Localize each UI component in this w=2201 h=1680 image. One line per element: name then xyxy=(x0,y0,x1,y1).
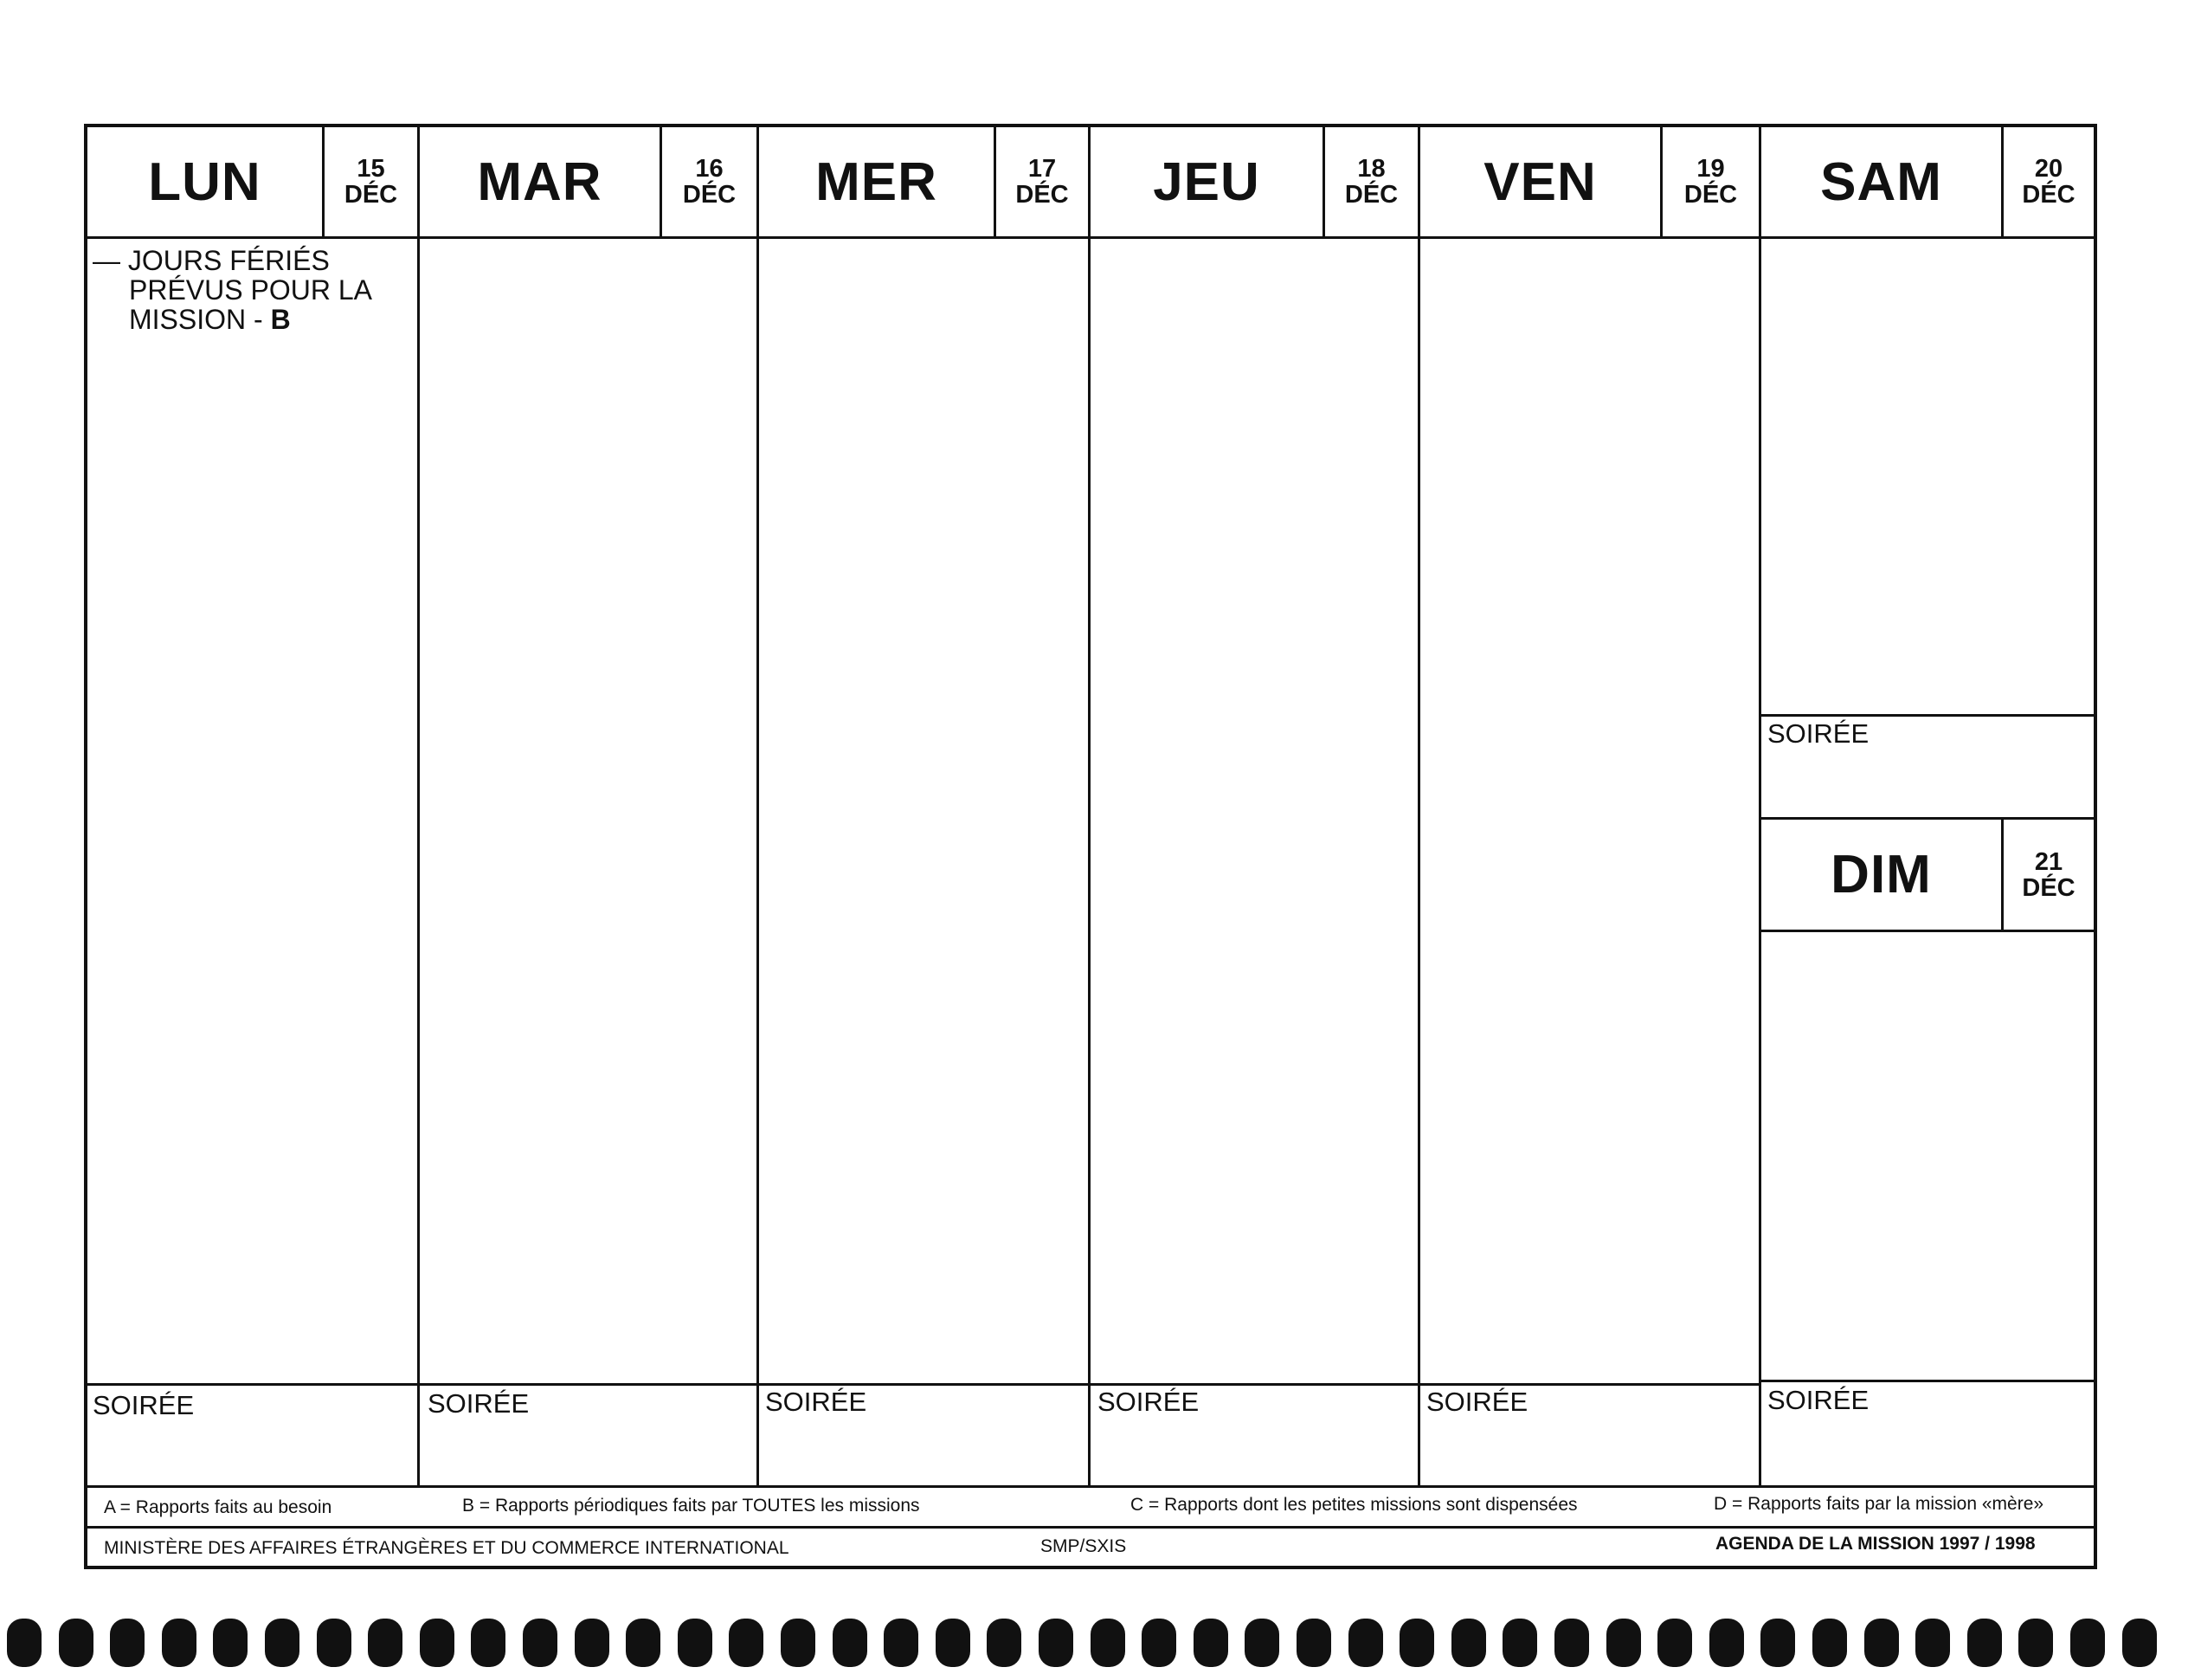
date-number: 20 xyxy=(2034,155,2063,183)
binder-hole xyxy=(575,1619,609,1667)
day-date-mer xyxy=(996,127,1088,236)
binder-hole xyxy=(678,1619,712,1667)
binder-hole xyxy=(7,1619,42,1667)
binder-hole xyxy=(1503,1619,1537,1667)
binder-hole xyxy=(1194,1619,1228,1667)
soiree-label-mer: SOIRÉE xyxy=(765,1387,867,1417)
date-month: DÉC xyxy=(2022,873,2076,902)
day-date-sam xyxy=(2004,127,2094,236)
binder-hole xyxy=(1245,1619,1279,1667)
binder-hole xyxy=(1451,1619,1486,1667)
binder-hole xyxy=(317,1619,351,1667)
day-name-mer: MER xyxy=(815,151,937,212)
day-date-mar xyxy=(662,127,756,236)
binder-hole xyxy=(1554,1619,1589,1667)
legend-top-rule xyxy=(86,1485,2095,1488)
binder-hole xyxy=(523,1619,557,1667)
legend-a: A = Rapports faits au besoin xyxy=(104,1497,332,1517)
soiree-label-dim: SOIRÉE xyxy=(1767,1385,1870,1415)
binder-hole xyxy=(987,1619,1021,1667)
header-bottom-rule xyxy=(86,236,2095,239)
date-month: DÉC xyxy=(344,181,398,209)
binder-hole xyxy=(1967,1619,2002,1667)
date-month: DÉC xyxy=(2022,181,2076,209)
binder-hole xyxy=(1812,1619,1847,1667)
binder-hole xyxy=(2070,1619,2105,1667)
date-month: DÉC xyxy=(1683,181,1738,209)
soiree-label-sam: SOIRÉE xyxy=(1767,718,1870,749)
date-number: 18 xyxy=(1357,155,1386,183)
col-divider xyxy=(756,126,759,1487)
binder-hole xyxy=(1297,1619,1331,1667)
date-month: DÉC xyxy=(1015,181,1069,209)
day-date-dim xyxy=(2004,820,2094,930)
date-number: 19 xyxy=(1696,155,1725,183)
binder-hole xyxy=(1400,1619,1434,1667)
col-divider xyxy=(417,126,420,1487)
binder-hole xyxy=(936,1619,970,1667)
binder-hole xyxy=(162,1619,196,1667)
binder-hole xyxy=(368,1619,402,1667)
binder-hole xyxy=(1760,1619,1795,1667)
holiday-note xyxy=(93,246,404,334)
binder-hole xyxy=(2018,1619,2053,1667)
day-name-ven: VEN xyxy=(1483,151,1597,212)
day-date-lun xyxy=(325,127,417,236)
binder-hole xyxy=(1709,1619,1744,1667)
binder-hole xyxy=(729,1619,763,1667)
soiree-top-rule xyxy=(86,1383,1760,1386)
binder-hole xyxy=(2122,1619,2157,1667)
date-month: DÉC xyxy=(682,181,737,209)
binder-hole xyxy=(626,1619,660,1667)
binder-hole xyxy=(884,1619,918,1667)
binder-hole xyxy=(59,1619,93,1667)
binder-hole xyxy=(1864,1619,1899,1667)
binder-hole xyxy=(110,1619,145,1667)
date-number: 15 xyxy=(357,155,385,183)
day-name-jeu: JEU xyxy=(1153,151,1260,212)
soiree-top-rule-sun xyxy=(1760,1380,2095,1382)
binder-hole xyxy=(213,1619,248,1667)
legend-d: D = Rapports faits par la mission «mère» xyxy=(1714,1494,2044,1514)
soiree-label-ven: SOIRÉE xyxy=(1426,1387,1528,1417)
day-name-sam: SAM xyxy=(1820,151,1942,212)
sun-header-bottom-rule xyxy=(1760,930,2095,932)
binder-hole xyxy=(833,1619,867,1667)
footer-agenda: AGENDA DE LA MISSION 1997 / 1998 xyxy=(1715,1534,2036,1554)
day-name-dim: DIM xyxy=(1831,845,1932,904)
date-number: 16 xyxy=(695,155,724,183)
legend-b: B = Rapports périodiques faits par TOUTES les missions xyxy=(462,1496,920,1516)
binder-hole xyxy=(1915,1619,1950,1667)
binder-hole xyxy=(1657,1619,1692,1667)
legend-c: C = Rapports dont les petites missions sont dispensées xyxy=(1130,1495,1578,1515)
report-code-b: B xyxy=(270,304,291,335)
binder-hole xyxy=(420,1619,454,1667)
holiday-note-line xyxy=(93,305,404,334)
binder-holes xyxy=(0,1610,2201,1679)
binder-hole xyxy=(471,1619,505,1667)
day-name-mar: MAR xyxy=(477,151,602,212)
soiree-label-jeu: SOIRÉE xyxy=(1097,1387,1200,1417)
holiday-note-text: MISSION - xyxy=(129,304,263,335)
binder-hole xyxy=(1142,1619,1176,1667)
col-divider xyxy=(1088,126,1091,1487)
date-number: 21 xyxy=(2034,847,2063,876)
holiday-note-line: — JOURS FÉRIÉS xyxy=(93,245,330,276)
col-divider xyxy=(1759,126,1761,1487)
day-name-lun: LUN xyxy=(148,151,261,212)
day-date-ven xyxy=(1663,127,1759,236)
soiree-label-mar: SOIRÉE xyxy=(428,1388,530,1419)
col-divider xyxy=(1418,126,1420,1487)
holiday-note-line: PRÉVUS POUR LA xyxy=(129,274,372,306)
footer-code: SMP/SXIS xyxy=(1040,1536,1127,1556)
sat-soiree-top-rule xyxy=(1760,714,2095,717)
binder-hole xyxy=(1091,1619,1125,1667)
binder-hole xyxy=(781,1619,815,1667)
date-month: DÉC xyxy=(1344,181,1399,209)
binder-hole xyxy=(1348,1619,1383,1667)
soiree-label-lun: SOIRÉE xyxy=(93,1390,195,1420)
day-date-jeu xyxy=(1325,127,1418,236)
date-number: 17 xyxy=(1027,155,1057,183)
footer-ministry: MINISTÈRE DES AFFAIRES ÉTRANGÈRES ET DU COMMERCE INTERNATIONAL xyxy=(104,1538,789,1558)
binder-hole xyxy=(1039,1619,1073,1667)
binder-hole xyxy=(265,1619,299,1667)
binder-hole xyxy=(1606,1619,1641,1667)
footer-top-rule xyxy=(86,1526,2095,1529)
